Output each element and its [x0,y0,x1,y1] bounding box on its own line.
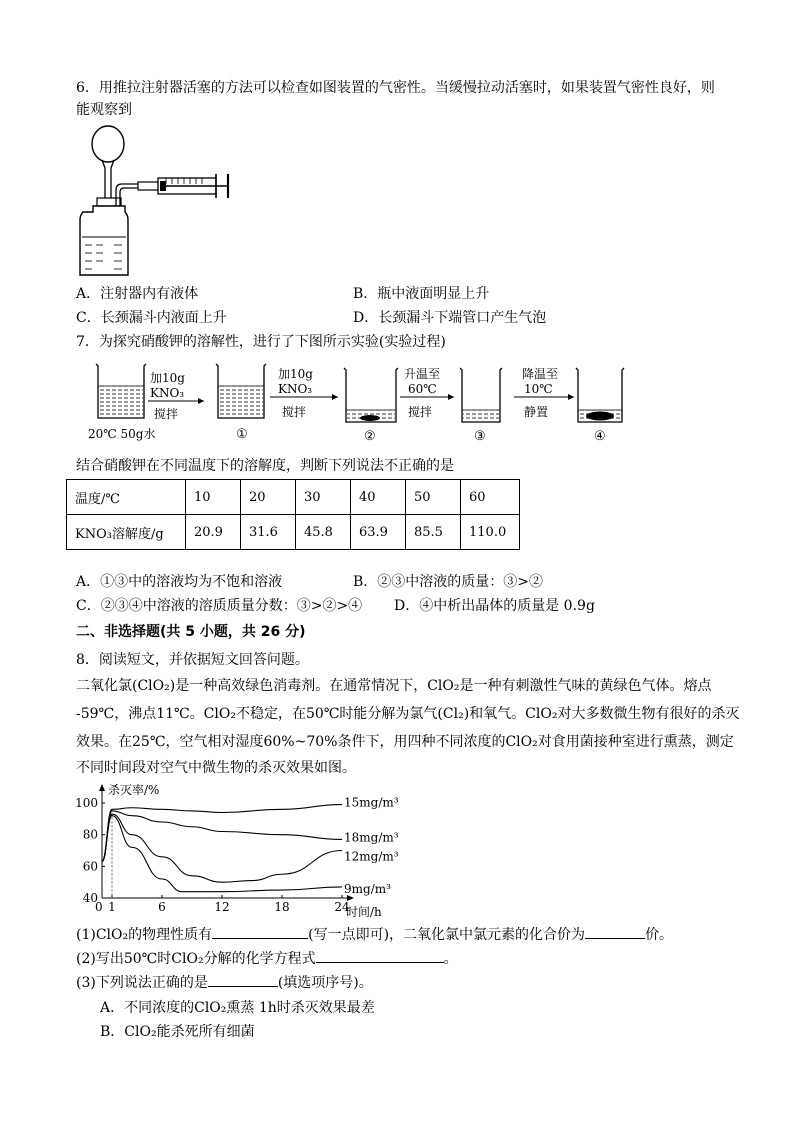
series-line [102,805,342,862]
series-label: 9mg/m³ [344,881,391,896]
series-label: 15mg/m³ [344,795,399,810]
step2-label-mid: KNO₃ [278,382,313,396]
series-label: 18mg/m³ [344,830,399,845]
section-2-title: 二、非选择题(共 5 小题，共 26 分) [76,624,306,640]
q7-option-b: B．②③中溶液的质量：③>② [353,574,544,590]
y-tick-label: 100 [75,796,98,810]
q7-option-d: D．④中析出晶体的质量是 0.9g [394,598,595,614]
q8-sub3-option-a: A．不同浓度的ClO₂熏蒸 1h时杀灭效果最差 [100,1000,375,1016]
table-row [67,480,520,515]
step3-label-top: 升温至 [404,367,441,381]
step3-label-bot: 搅拌 [408,405,433,419]
q8-stem: 8．阅读短文，并依据短文回答问题。 [76,652,309,668]
beaker-2-label: ② [364,429,376,444]
table-cell: 40 [351,480,406,515]
step2-label-top: 加10g [278,367,313,381]
x-tick-label: 6 [158,900,166,914]
beaker-1-label: ① [236,427,248,442]
q6-stem-line1: 6．用推拉注射器活塞的方法可以检查如图装置的气密性。当缓慢拉动活塞时，如果装置气密性良好，则 [76,80,715,96]
q8-sub2-text-b: 。 [443,951,458,967]
q6-stem-line2: 能观察到 [76,102,132,118]
start-beaker-label: 20℃ 50g水 [88,427,156,441]
table-header-temperature: 温度/℃ [67,480,186,515]
table-cell: 85.5 [406,515,461,550]
y-tick-label: 60 [82,859,98,874]
series-line [102,814,342,882]
step1-label-mid: KNO₃ [150,386,185,400]
q7-option-a: A．①③中的溶液均为不饱和溶液 [76,574,283,590]
step1-label-top: 加10g [150,371,185,385]
table-row [67,515,520,550]
x-tick-label: 0 [95,900,103,914]
table-cell: 20.9 [186,515,241,550]
q7-stem: 7．为探究硝酸钾的溶解性，进行了下图所示实验(实验过程) [76,334,446,350]
q8-sub2-blank[interactable] [316,948,444,963]
series-label: 12mg/m³ [344,849,399,864]
beaker-3 [460,368,502,422]
q8-sub1-blank-2[interactable] [585,924,645,939]
kno3-solubility-table [66,479,520,550]
q8-sub3 [76,972,373,993]
beaker-start [96,364,146,418]
table-cell: 31.6 [241,515,296,550]
x-axis-label: 时间/h [346,905,382,919]
step3-label-mid: 60℃ [408,382,437,396]
y-tick-label: 80 [82,827,98,842]
y-axis-label: 杀灭率/% [108,783,160,797]
beaker-3-label: ③ [474,429,486,444]
q7-table-intro: 结合硝酸钾在不同温度下的溶解度，判断下列说法不正确的是 [76,458,454,474]
q8-sub3-text-a: (3)下列说法正确的是 [76,975,208,991]
q6-option-a: A．注射器内有液体 [76,286,199,302]
q6-option-c: C．长颈漏斗内液面上升 [76,310,227,326]
q6-option-d: D．长颈漏斗下端管口产生气泡 [353,310,547,326]
series-line [102,816,342,892]
q7-option-c: C．②③④中溶液的溶质质量分数：③>②>④ [76,598,363,614]
q8-sub1 [76,924,673,945]
x-tick-label: 1 [108,900,116,914]
q8-sub1-text-a: (1)ClO₂的物理性质有 [76,927,213,943]
q8-paragraph-line1: 二氧化氯(ClO₂)是一种高效绿色消毒剂。在通常情况下，ClO₂是一种有刺激性气味的黄绿色气体。熔点 [76,678,712,694]
beaker-1 [216,364,266,418]
q8-sub1-blank-1[interactable] [212,924,308,939]
q8-sub3-option-b: B．ClO₂能杀死所有细菌 [100,1024,255,1040]
table-cell: 45.8 [296,515,351,550]
step4-label-top: 降温至 [522,367,559,381]
x-tick-label: 12 [214,900,230,914]
q6-option-b: B．瓶中液面明显上升 [353,286,490,302]
table-cell: 60 [461,480,520,515]
table-cell: 63.9 [351,515,406,550]
beaker-4 [576,368,624,422]
q8-paragraph-line3: 效果。在25℃，空气相对湿度60%~70%条件下，用四种不同浓度的ClO₂对食用菌接种室进行熏蒸，测定 [76,734,734,750]
clo2-kill-rate-chart [66,780,406,920]
beaker-2 [344,368,398,422]
q8-sub3-blank[interactable] [208,972,278,987]
q8-paragraph-line2: -59℃，沸点11℃。ClO₂不稳定，在50℃时能分解为氯气(Cl₂)和氧气。ClO₂对大多数微生物有很好的杀灭 [76,706,740,722]
gas-tightness-apparatus-figure [76,122,246,282]
table-cell: 110.0 [461,515,520,550]
kno3-dissolution-process-figure [82,356,642,446]
table-header-solubility: KNO₃溶解度/g [67,515,186,550]
q8-sub3-text-b: (填选项序号)。 [277,975,373,991]
table-cell: 20 [241,480,296,515]
q8-sub2-text-a: (2)写出50℃时ClO₂分解的化学方程式 [76,951,316,967]
q8-sub1-text-b: (写一点即可)，二氧化氯中氯元素的化合价为 [308,927,586,943]
x-tick-label: 18 [274,900,290,914]
q8-sub1-text-c: 价。 [645,927,674,943]
x-tick-label: 24 [334,900,350,914]
q8-sub2 [76,948,458,969]
step2-label-bot: 搅拌 [282,405,307,419]
step4-label-mid: 10℃ [524,382,553,396]
step1-label-bot: 搅拌 [154,407,179,421]
q8-paragraph-line4: 不同时间段对空气中微生物的杀灭效果如图。 [76,760,356,776]
y-tick-label: 40 [82,891,98,905]
table-cell: 10 [186,480,241,515]
table-cell: 50 [406,480,461,515]
beaker-4-label: ④ [594,429,606,444]
table-cell: 30 [296,480,351,515]
step4-label-bot: 静置 [524,405,549,419]
